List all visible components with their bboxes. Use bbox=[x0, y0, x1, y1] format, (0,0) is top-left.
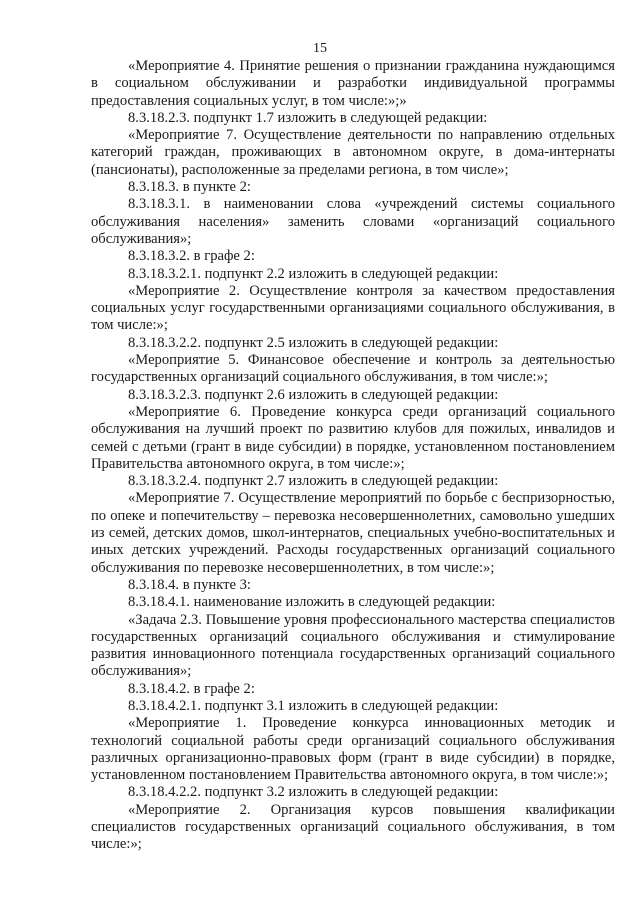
paragraph: «Мероприятие 1. Проведение конкурса инновационных методик и технологий социальной работы среди организаций социального обслуживания различных организационно-правовых форм (грант в виде субсидии) в порядке, установленном постановлением Правительства автономного округа, в том числе:»; bbox=[91, 715, 615, 784]
paragraph: 8.3.18.3.2.3. подпункт 2.6 изложить в следующей редакции: bbox=[128, 386, 499, 403]
document-body bbox=[91, 58, 615, 854]
paragraph: «Мероприятие 6. Проведение конкурса среди организаций социального обслуживания на лучший проект по развитию клубов для пожилых, инвалидов и семей с детьми (грант в виде субсидии) в порядке, установленном постановлением Правительства автономного округа, в том числе:»; bbox=[91, 403, 615, 472]
paragraph: 8.3.18.3.2. в графе 2: bbox=[128, 248, 255, 265]
paragraph: 8.3.18.4.2.1. подпункт 3.1 изложить в следующей редакции: bbox=[128, 697, 499, 714]
paragraph: 8.3.18.3.1. в наименовании слова «учреждений системы социального обслуживания населения» заменить словами «организаций социального обслуживания»; bbox=[91, 196, 615, 247]
paragraph: «Мероприятие 4. Принятие решения о признании гражданина нуждающимся в социальном обслуживании и разработки индивидуальной программы предоставления социальных услуг, в том числе:»;» bbox=[91, 58, 615, 109]
page-number: 15 bbox=[313, 41, 327, 56]
paragraph: «Мероприятие 7. Осуществление мероприятий по борьбе с беспризорностью, по опеке и попечительству – перевозка несовершеннолетних, самовольно ушедших из семей, детских домов, школ-интернатов, специальных учебно-воспитательных и иных детских учреждений. Расходы государственных организаций социального обслуживания по перевозке несовершеннолетних, в том числе:»; bbox=[91, 490, 615, 576]
paragraph: 8.3.18.4. в пункте 3: bbox=[128, 576, 251, 593]
paragraph: «Задача 2.3. Повышение уровня профессионального мастерства специалистов государственных организаций социального обслуживания и стимулирование развития инновационного потенциала государственных организаций социального обслуживания»; bbox=[91, 611, 615, 680]
paragraph: 8.3.18.4.2.2. подпункт 3.2 изложить в следующей редакции: bbox=[128, 784, 499, 801]
paragraph: 8.3.18.4.2. в графе 2: bbox=[128, 680, 255, 697]
paragraph: 8.3.18.3.2.2. подпункт 2.5 изложить в следующей редакции: bbox=[128, 334, 499, 351]
paragraph: 8.3.18.2.3. подпункт 1.7 изложить в следующей редакции: bbox=[128, 109, 488, 126]
paragraph: 8.3.18.4.1. наименование изложить в следующей редакции: bbox=[128, 594, 496, 611]
paragraph: «Мероприятие 2. Осуществление контроля за качеством предоставления социальных услуг государственными организациями социального обслуживания, в том числе:»; bbox=[91, 282, 615, 334]
paragraph: «Мероприятие 2. Организация курсов повышения квалификации специалистов государственных организаций социального обслуживания, в том числе:»; bbox=[91, 801, 615, 853]
paragraph: «Мероприятие 7. Осуществление деятельности по направлению отдельных категорий граждан, проживающих в автономном округе, в дома-интернаты (пансионаты), расположенные за пределами региона, в том числе»; bbox=[91, 127, 615, 178]
paragraph: 8.3.18.3. в пункте 2: bbox=[128, 179, 251, 196]
paragraph: 8.3.18.3.2.1. подпункт 2.2 изложить в следующей редакции: bbox=[128, 265, 499, 282]
paragraph: «Мероприятие 5. Финансовое обеспечение и контроль за деятельностью государственных организаций социального обслуживания, в том числе:»; bbox=[91, 352, 615, 386]
paragraph: 8.3.18.3.2.4. подпункт 2.7 изложить в следующей редакции: bbox=[128, 473, 499, 490]
